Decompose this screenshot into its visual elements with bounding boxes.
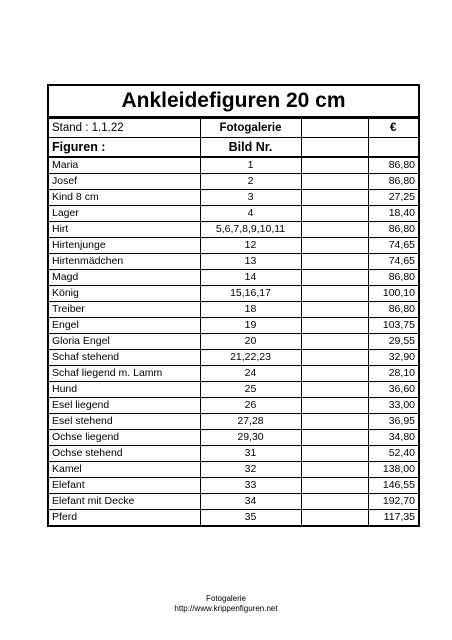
empty-header-cell <box>301 119 368 138</box>
table-row <box>49 430 418 446</box>
empty-cell <box>301 494 368 510</box>
figure-name: Pferd <box>49 510 200 526</box>
figuren-header: Figuren : <box>49 138 200 158</box>
table-row <box>49 478 418 494</box>
empty-cell <box>301 334 368 350</box>
header-row-columns <box>49 138 418 158</box>
price: 29,55 <box>368 334 418 350</box>
empty-cell <box>301 238 368 254</box>
currency-header: € <box>368 119 418 138</box>
price: 86,80 <box>368 270 418 286</box>
footer-url[interactable]: http://www.krippenfiguren.net <box>174 604 278 613</box>
header-row-stand <box>49 119 418 138</box>
bild-number: 4 <box>200 206 301 222</box>
table-row <box>49 254 418 270</box>
table-row <box>49 190 418 206</box>
figure-name: Hirtenjunge <box>49 238 200 254</box>
table-row <box>49 414 418 430</box>
figure-name: Kind 8 cm <box>49 190 200 206</box>
empty-cell <box>301 510 368 526</box>
price: 33,00 <box>368 398 418 414</box>
figure-name: Elefant <box>49 478 200 494</box>
bild-nr-header: Bild Nr. <box>200 138 301 158</box>
table-row <box>49 286 418 302</box>
bild-number: 33 <box>200 478 301 494</box>
price: 74,65 <box>368 238 418 254</box>
bild-number: 3 <box>200 190 301 206</box>
figure-name: König <box>49 286 200 302</box>
bild-number: 18 <box>200 302 301 318</box>
figure-name: Maria <box>49 157 200 174</box>
table-row <box>49 366 418 382</box>
empty-cell <box>301 350 368 366</box>
empty-cell <box>301 254 368 270</box>
bild-number: 5,6,7,8,9,10,11 <box>200 222 301 238</box>
bild-number: 19 <box>200 318 301 334</box>
table-row <box>49 510 418 526</box>
price-list-sheet <box>47 84 420 527</box>
table-row <box>49 270 418 286</box>
figure-name: Elefant mit Decke <box>49 494 200 510</box>
bild-number: 27,28 <box>200 414 301 430</box>
price: 86,80 <box>368 174 418 190</box>
price: 36,60 <box>368 382 418 398</box>
bild-number: 24 <box>200 366 301 382</box>
table-row <box>49 350 418 366</box>
empty-cell <box>301 270 368 286</box>
bild-number: 13 <box>200 254 301 270</box>
price: 100,10 <box>368 286 418 302</box>
table-row <box>49 334 418 350</box>
table-row <box>49 206 418 222</box>
bild-number: 29,30 <box>200 430 301 446</box>
price: 86,80 <box>368 157 418 174</box>
empty-cell <box>301 478 368 494</box>
empty-cell <box>301 398 368 414</box>
table-row <box>49 398 418 414</box>
bild-number: 15,16,17 <box>200 286 301 302</box>
table-row <box>49 238 418 254</box>
empty-cell <box>301 286 368 302</box>
empty-cell <box>301 382 368 398</box>
bild-number: 35 <box>200 510 301 526</box>
table-row <box>49 318 418 334</box>
price: 146,55 <box>368 478 418 494</box>
fotogalerie-header: Fotogalerie <box>200 119 301 138</box>
table-row <box>49 157 418 174</box>
empty-cell <box>301 366 368 382</box>
price: 27,25 <box>368 190 418 206</box>
footer <box>0 594 452 614</box>
price: 117,35 <box>368 510 418 526</box>
empty-cell <box>301 222 368 238</box>
empty-cell <box>301 174 368 190</box>
table-row <box>49 174 418 190</box>
price: 18,40 <box>368 206 418 222</box>
price: 192,70 <box>368 494 418 510</box>
figure-name: Magd <box>49 270 200 286</box>
empty-cell <box>301 318 368 334</box>
figure-name: Esel liegend <box>49 398 200 414</box>
figure-name: Kamel <box>49 462 200 478</box>
bild-number: 31 <box>200 446 301 462</box>
bild-number: 1 <box>200 157 301 174</box>
bild-number: 14 <box>200 270 301 286</box>
empty-cell <box>301 206 368 222</box>
figure-name: Treiber <box>49 302 200 318</box>
table-row <box>49 494 418 510</box>
bild-number: 12 <box>200 238 301 254</box>
table-row <box>49 462 418 478</box>
figure-name: Esel stehend <box>49 414 200 430</box>
price: 32,90 <box>368 350 418 366</box>
empty-header-cell <box>368 138 418 158</box>
figure-name: Engel <box>49 318 200 334</box>
figure-name: Hirt <box>49 222 200 238</box>
price: 36,95 <box>368 414 418 430</box>
price: 86,80 <box>368 302 418 318</box>
empty-cell <box>301 190 368 206</box>
figure-name: Lager <box>49 206 200 222</box>
bild-number: 20 <box>200 334 301 350</box>
figure-name: Hirtenmädchen <box>49 254 200 270</box>
bild-number: 32 <box>200 462 301 478</box>
price: 86,80 <box>368 222 418 238</box>
price: 103,75 <box>368 318 418 334</box>
empty-cell <box>301 462 368 478</box>
footer-label: Fotogalerie <box>205 594 247 603</box>
empty-cell <box>301 430 368 446</box>
table-row <box>49 446 418 462</box>
table-row <box>49 302 418 318</box>
empty-header-cell <box>301 138 368 158</box>
bild-number: 25 <box>200 382 301 398</box>
bild-number: 34 <box>200 494 301 510</box>
bild-number: 21,22,23 <box>200 350 301 366</box>
stand-date: Stand : 1.1.22 <box>49 119 200 138</box>
figure-name: Josef <box>49 174 200 190</box>
empty-cell <box>301 446 368 462</box>
page-title: Ankleidefiguren 20 cm <box>49 86 418 118</box>
price: 74,65 <box>368 254 418 270</box>
price: 138,00 <box>368 462 418 478</box>
empty-cell <box>301 302 368 318</box>
empty-cell <box>301 414 368 430</box>
figure-name: Schaf stehend <box>49 350 200 366</box>
empty-cell <box>301 157 368 174</box>
price-table <box>49 118 418 525</box>
price: 28,10 <box>368 366 418 382</box>
price: 52,40 <box>368 446 418 462</box>
figure-name: Schaf liegend m. Lamm <box>49 366 200 382</box>
figure-name: Ochse stehend <box>49 446 200 462</box>
table-row <box>49 222 418 238</box>
figure-name: Gloria Engel <box>49 334 200 350</box>
figure-name: Hund <box>49 382 200 398</box>
table-row <box>49 382 418 398</box>
bild-number: 2 <box>200 174 301 190</box>
price: 34,80 <box>368 430 418 446</box>
bild-number: 26 <box>200 398 301 414</box>
figure-name: Ochse liegend <box>49 430 200 446</box>
